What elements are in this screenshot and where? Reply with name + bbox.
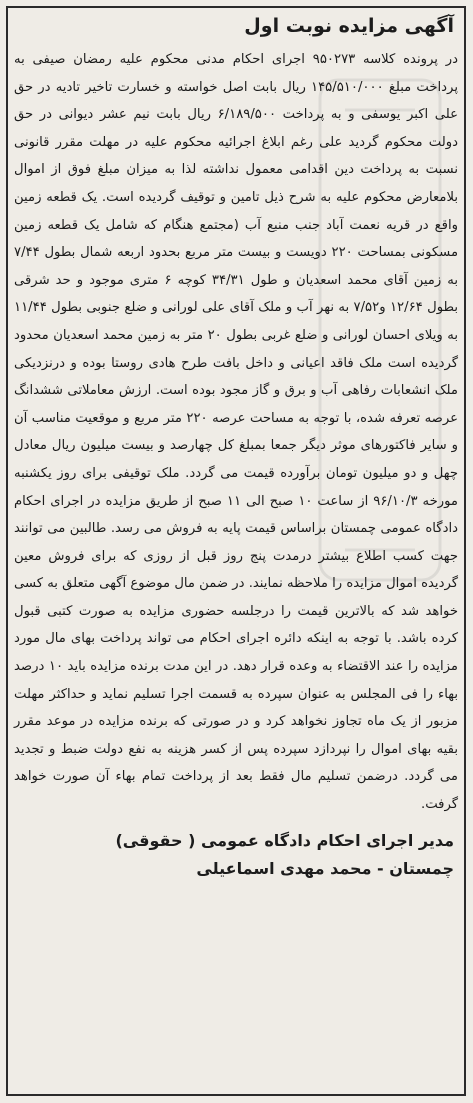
notice-body: در پرونده کلاسه ۹۵۰۲۷۳ اجرای احکام مدنی محکوم علیه رمضان صیفی به پرداخت مبلغ ۱۴۵/۵۱۰/۰۰۰ ریال بابت اصل خواسته و خسارت تاخیر تادیه در حق علی اکبر یوسفی و به پرداخت ۶/۱۸۹/۵۰۰ ریال بابت نیم عشر دیوانی در حق دولت محکوم گردید علی رغم ابلاغ اجرائیه محکوم علیه در مهلت مقرر قانونی نسبت به پرداخت دین اقدامی معمول نداشته لذا به میزان مبلغ فوق از اموال بلامعارض محکوم علیه به شرح ذیل تامین و توقیف گردیده است. یک قطعه زمین واقع در قریه نعمت آباد جنب منبع آب (مجتمع هنگام که شامل یک قطعه زمین مسکونی بمساحت ۲۲۰ دویست و بیست متر مربع بحدود اربعه شمال بطول ۷/۴۴ به زمین آقای محمد اسعدیان و طول ۳۴/۳۱ کوچه ۶ متری موجود و حد شرقی بطول ۱۲/۶۴ و۷/۵۲ به نهر آب و ملک آقای علی لورانی و ضلع جنوبی بطول ۱۱/۴۴ به ویلای احسان لورانی و ضلع غربی بطول ۲۰ متر به زمین محمد اسعدیان محدود گردیده است ملک فاقد اعیانی و داخل بافت طرح هادی روستا بوده و درنزدیکی ملک انشعابات رفاهی آب و برق و گاز مجود بوده است. ارزش معاملاتی ششدانگ عرصه تعرفه شده، با توجه به مساحت عرصه ۲۲۰ متر مربع و موقعیت مناسب آن و سایر فاکتورهای موثر دیگر جمعا بمبلغ کل چهارصد و بیست میلیون ریال معادل چهل و دو میلیون تومان برآورده قیمت می گردد. ملک توقیفی برای روز یکشنبه مورخه ۹۶/۱۰/۳ از ساعت ۱۰ صبح الی ۱۱ صبح از طریق مزایده در اجرای احکام دادگاه عمومی چمستان براساس قیمت پایه به فروش می رسد. طالبین می توانند جهت کسب اطلاع بیشتر درمدت پنج روز قبل از روزی که برای فروش معین گردیده اموال مزایده را ملاحظه نمایند. در ضمن مال موضوع آگهی متعلق به کسی خواهد شد که بالاترین قیمت را درجلسه حضوری مزایده به صورت کتبی قبول کرده باشد. با توجه به اینکه دائره اجرای احکام می تواند پرداخت بهای مال مورد مزایده را عند الاقتضاء به وعده قرار دهد. در این مدت برنده مزایده باید ۱۰ درصد بهاء را فی المجلس به عنوان سپرده به قسمت اجرا تسلیم نماید و حداکثر مهلت مزبور از یک ماه تجاوز نخواهد کرد و در صورتی که برنده مزایده در موعد مقرر بقیه بهای اموال را نپردازد سپرده پس از کسر هزینه به نفع دولت ضبط و تجدید می گردد. درضمن تسلیم مال فقط بعد از پرداخت تمام بهاء آن صورت خواهد گرفت. — [14, 52, 459, 813]
notice-title: آگهی مزایده نوبت اول — [244, 15, 454, 37]
notice-content — [14, 12, 458, 883]
signature-title: مدیر اجرای احکام دادگاه عمومی ( حقوقی) — [115, 830, 454, 850]
signature-name: چمستان - محمد مهدی اسماعیلی — [196, 858, 454, 878]
signature-block — [14, 827, 458, 883]
